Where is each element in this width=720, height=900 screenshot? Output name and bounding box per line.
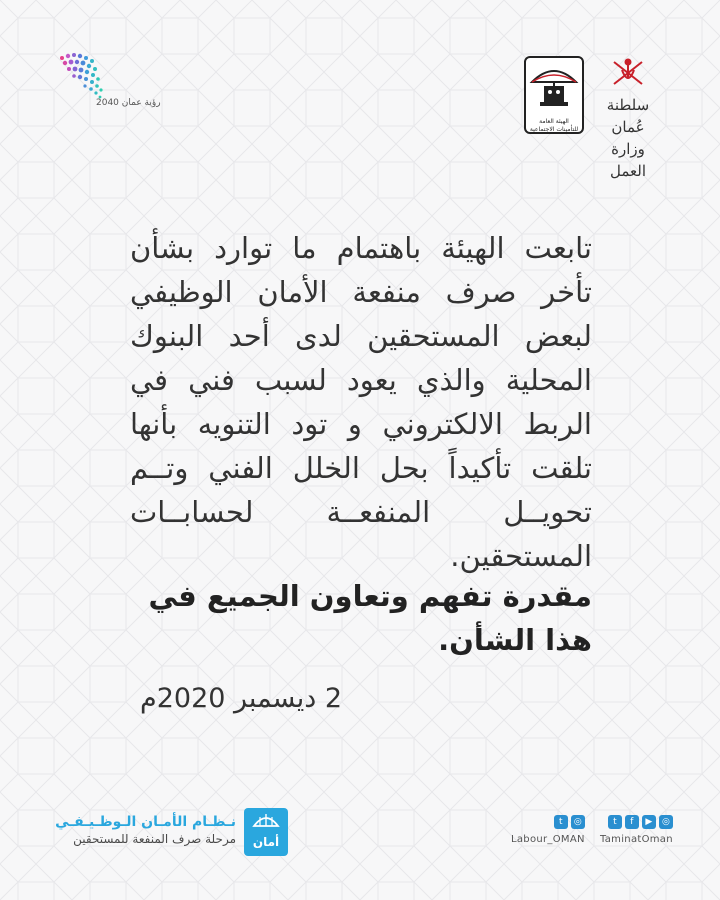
khanjar-emblem-icon xyxy=(592,56,664,90)
facebook-icon[interactable]: f xyxy=(625,815,639,829)
announcement-date: 2 ديسمبر 2020م xyxy=(140,683,343,714)
vision-dots-icon xyxy=(52,48,162,128)
vision-logo-text: رؤية عمان 2040 xyxy=(96,98,161,108)
announcement-body xyxy=(130,226,592,578)
umbrella-emblem-icon xyxy=(526,58,582,114)
brand-subtitle: مرحلة صرف المنفعة للمستحقين xyxy=(73,832,236,846)
public-authority-social-insurance-logo xyxy=(524,56,584,134)
labour-social-links xyxy=(511,815,585,845)
aman-logo xyxy=(244,808,288,856)
ministry-line-2: وزارة العمل xyxy=(609,140,646,180)
job-security-system-brand xyxy=(55,814,236,846)
ministry-line-1: سلطنة عُمان xyxy=(606,96,650,136)
instagram-icon[interactable]: ◎ xyxy=(571,815,585,829)
taminat-handle[interactable]: TaminatOman xyxy=(600,834,673,845)
instagram-icon[interactable]: ◎ xyxy=(659,815,673,829)
announcement-paragraph: تابعت الهيئة باهتمام ما توارد بشأن تأخر صرف منفعة الأمان الوظيفي لبعض المستحقين لدى أحد البنوك المحلية والذي يعود لسبب فني في الربط الالكتروني و تود التنويه بأنها تلقت تأكيداً بحل الخلل الفني وتــم تحويــل المنفعــة لحسابــات المستحقين. xyxy=(130,231,592,573)
labour-handle[interactable]: Labour_OMAN xyxy=(511,834,585,845)
umbrella-icon xyxy=(244,808,288,834)
spf-logo-text: الهيئة العامة للتأمينات الاجتماعية xyxy=(529,118,579,133)
taminat-social-links xyxy=(600,815,673,845)
vision-2040-logo xyxy=(52,48,162,128)
twitter-icon[interactable]: t xyxy=(608,815,622,829)
aman-badge-text: أمان xyxy=(252,835,280,849)
announcement-closing: مقدرة تفهم وتعاون الجميع في هذا الشأن. xyxy=(148,579,592,657)
twitter-icon[interactable]: t xyxy=(554,815,568,829)
brand-title: نـظـام الأمـان الـوظـيـفـي xyxy=(55,814,236,830)
youtube-icon[interactable]: ▶ xyxy=(642,815,656,829)
ministry-of-labour-logo xyxy=(592,56,664,180)
